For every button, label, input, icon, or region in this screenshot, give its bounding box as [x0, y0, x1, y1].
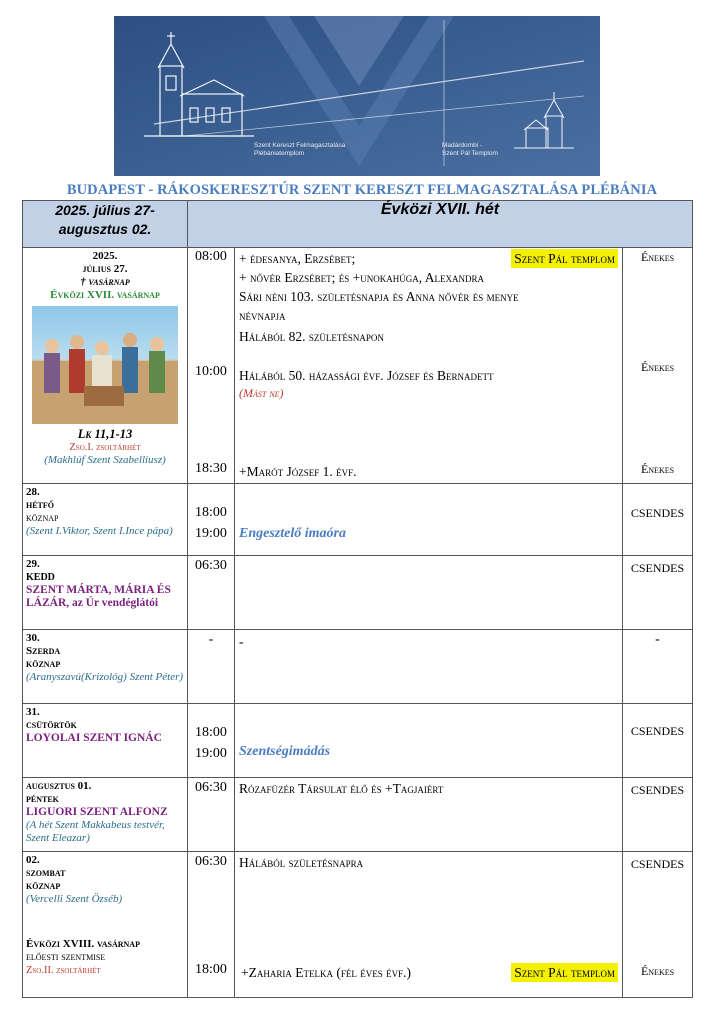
monday-name: hétfő [26, 499, 55, 511]
day-cell-tuesday [23, 556, 188, 630]
mass-cell-wednesday [235, 630, 623, 704]
wednesday-time-1: - [208, 632, 214, 647]
time-cell-sunday [188, 248, 235, 484]
time-cell-wednesday [188, 630, 235, 704]
thursday-time-2: 19:00 [195, 746, 227, 761]
friday-saint: (A hét Szent Makkabeus testvér, Szent Eleazar) [26, 819, 165, 844]
wednesday-name: Szerda [26, 645, 61, 657]
time-cell-tuesday [188, 556, 235, 630]
friday-song: CSENDES [630, 783, 685, 797]
song-cell-friday [623, 778, 693, 852]
sunday-intention-1: + édesanya, Erzsébet; [239, 251, 356, 266]
sunday-intention-5: Hálából 82. születésnapon [239, 329, 384, 344]
song-cell-monday [623, 484, 693, 556]
sunday-psalter: Zso.I. zsoltárhét [69, 442, 141, 453]
tuesday-feast: SZENT MÁRTA, MÁRIA ÉS LÁZÁR, az Úr vendéglátói [26, 584, 171, 609]
saturday-song-2: Énekes [640, 964, 675, 978]
sunday-location-highlight: Szent Pál templom [511, 249, 618, 268]
day-row-friday [23, 778, 693, 852]
day-row-saturday [23, 852, 693, 998]
wednesday-saint: (Aranyszavú(Krizológ) Szent Péter) [26, 671, 184, 683]
saturday-num: 02. [26, 854, 40, 866]
saturday-vigil-1: Évközi XVIII. vasárnap [26, 938, 140, 950]
time-cell-friday [188, 778, 235, 852]
mass-cell-friday [235, 778, 623, 852]
tuesday-name: KEDD [26, 572, 55, 583]
sunday-intention-2: + nővér Erzsébet; és +unokahúga, Alexandra [239, 270, 484, 285]
banner-caption-left [254, 142, 345, 158]
saturday-location-highlight: Szent Pál templom [511, 963, 618, 982]
header-banner [114, 16, 600, 176]
thursday-time-1: 18:00 [195, 725, 227, 740]
wednesday-mass: - [239, 634, 244, 649]
gospel-illustration [32, 306, 178, 424]
day-cell-wednesday [23, 630, 188, 704]
time-cell-saturday [188, 852, 235, 998]
day-row-sunday [23, 248, 693, 484]
saturday-mass-1: Hálából születésnapra [239, 855, 364, 870]
day-cell-monday [23, 484, 188, 556]
thursday-name: csütörtök [26, 719, 77, 731]
sunday-saint: (Makhlúf Szent Szabelliusz) [44, 454, 166, 466]
thursday-feast: LOYOLAI SZENT IGNÁC [26, 732, 162, 744]
saturday-type: köznap [26, 880, 61, 892]
thursday-num: 31. [26, 706, 40, 718]
song-cell-tuesday [623, 556, 693, 630]
sunday-time-1: 08:00 [195, 249, 227, 264]
caption-right-line1: Madárdombi - [442, 142, 483, 149]
day-row-tuesday [23, 556, 693, 630]
thursday-song: CSENDES [630, 724, 685, 738]
friday-name: péntek [26, 793, 59, 805]
song-cell-thursday [623, 704, 693, 778]
sunday-song-3: Énekes [640, 462, 675, 476]
saturday-time-1: 06:30 [195, 854, 227, 869]
wednesday-num: 30. [26, 632, 40, 644]
week-title: Évközi XVII. hét [380, 201, 500, 218]
day-cell-friday [23, 778, 188, 852]
sunday-date: július 27. [82, 263, 128, 275]
mass-cell-monday [235, 484, 623, 556]
day-row-thursday [23, 704, 693, 778]
saturday-vigil-2: előesti szentmise [26, 951, 106, 963]
sunday-gospel: Lk 11,1-13 [77, 427, 133, 441]
song-cell-saturday [623, 852, 693, 998]
friday-feast: LIGUORI SZENT ALFONZ [26, 806, 168, 818]
date-range-line2: augusztus 02. [58, 221, 152, 237]
saturday-mass-2: +Zaharia Etelka (fél éves évf.) [241, 965, 411, 980]
day-cell-sunday [23, 248, 188, 484]
sunday-song-2: Énekes [640, 360, 675, 374]
sunday-time-2: 10:00 [195, 364, 227, 379]
sunday-feast: Évközi XVII. vasárnap [50, 289, 160, 301]
mass-schedule-table [22, 200, 693, 998]
caption-left-line2: Plébániatemplom [254, 150, 305, 157]
friday-num: augusztus 01. [26, 780, 92, 792]
day-row-monday [23, 484, 693, 556]
sunday-note: (Mást ne) [239, 386, 284, 400]
time-cell-thursday [188, 704, 235, 778]
caption-right-line2: Szent Pál Templom [442, 150, 498, 157]
monday-song: CSENDES [630, 506, 685, 520]
tuesday-num: 29. [26, 558, 40, 570]
sunday-intention-4: névnapja [239, 308, 286, 323]
tuesday-song: CSENDES [630, 561, 685, 575]
parish-title: BUDAPEST - RÁKOSKERESZTÚR SZENT KERESZT FELMAGASZTALÁSA PLÉBÁNIA [66, 182, 658, 198]
schedule-header-row [23, 201, 693, 248]
sunday-name: † vasárnap [80, 276, 130, 288]
monday-time-2: 19:00 [195, 526, 227, 541]
saturday-time-2: 18:00 [195, 962, 227, 977]
sunday-time-3: 18:30 [195, 461, 227, 476]
churches-logo [114, 16, 600, 176]
banner-caption-right [442, 142, 498, 158]
friday-mass: Rózafüzér Társulat élő és +Tagjaiért [239, 781, 444, 796]
tuesday-time-1: 06:30 [195, 558, 227, 573]
date-range-line1: 2025. július 27- [55, 202, 155, 218]
monday-type: köznap [26, 512, 59, 524]
mass-cell-tuesday [235, 556, 623, 630]
wednesday-song: - [655, 632, 660, 647]
song-cell-wednesday [623, 630, 693, 704]
thursday-event: Szentségimádás [239, 744, 331, 759]
day-cell-thursday [23, 704, 188, 778]
sunday-intention-3: Sári néni 103. születésnapja és Anna nővér és menye [239, 289, 519, 304]
caption-left-line1: Szent Kereszt Felmagasztalása [254, 142, 346, 149]
mass-cell-sunday [235, 248, 623, 484]
sunday-song-1: Énekes [640, 250, 675, 264]
monday-time-1: 18:00 [195, 505, 227, 520]
saturday-song-1: CSENDES [630, 857, 685, 871]
song-cell-sunday [623, 248, 693, 484]
monday-saint: (Szent I.Viktor, Szent I.Ince pápa) [26, 525, 173, 537]
saturday-psalter: Zso.II. zsoltárhét [26, 965, 101, 976]
mass-cell-thursday [235, 704, 623, 778]
sunday-intention-7: +Marót József 1. évf. [239, 464, 357, 479]
mass-cell-saturday [235, 852, 623, 998]
saturday-saint: (Vercelli Szent Özséb) [26, 893, 123, 905]
time-cell-monday [188, 484, 235, 556]
monday-event: Engesztelő imaóra [239, 526, 346, 541]
sunday-intention-6: Hálából 50. házassági évf. József és Bernadett [239, 368, 494, 383]
monday-num: 28. [26, 486, 40, 498]
week-title-cell [188, 201, 693, 248]
saturday-name: szombat [26, 867, 66, 879]
day-cell-saturday [23, 852, 188, 998]
friday-time-1: 06:30 [195, 780, 227, 795]
sunday-year: 2025. [92, 250, 118, 262]
day-row-wednesday [23, 630, 693, 704]
wednesday-type: köznap [26, 658, 61, 670]
date-range-cell [23, 201, 188, 248]
